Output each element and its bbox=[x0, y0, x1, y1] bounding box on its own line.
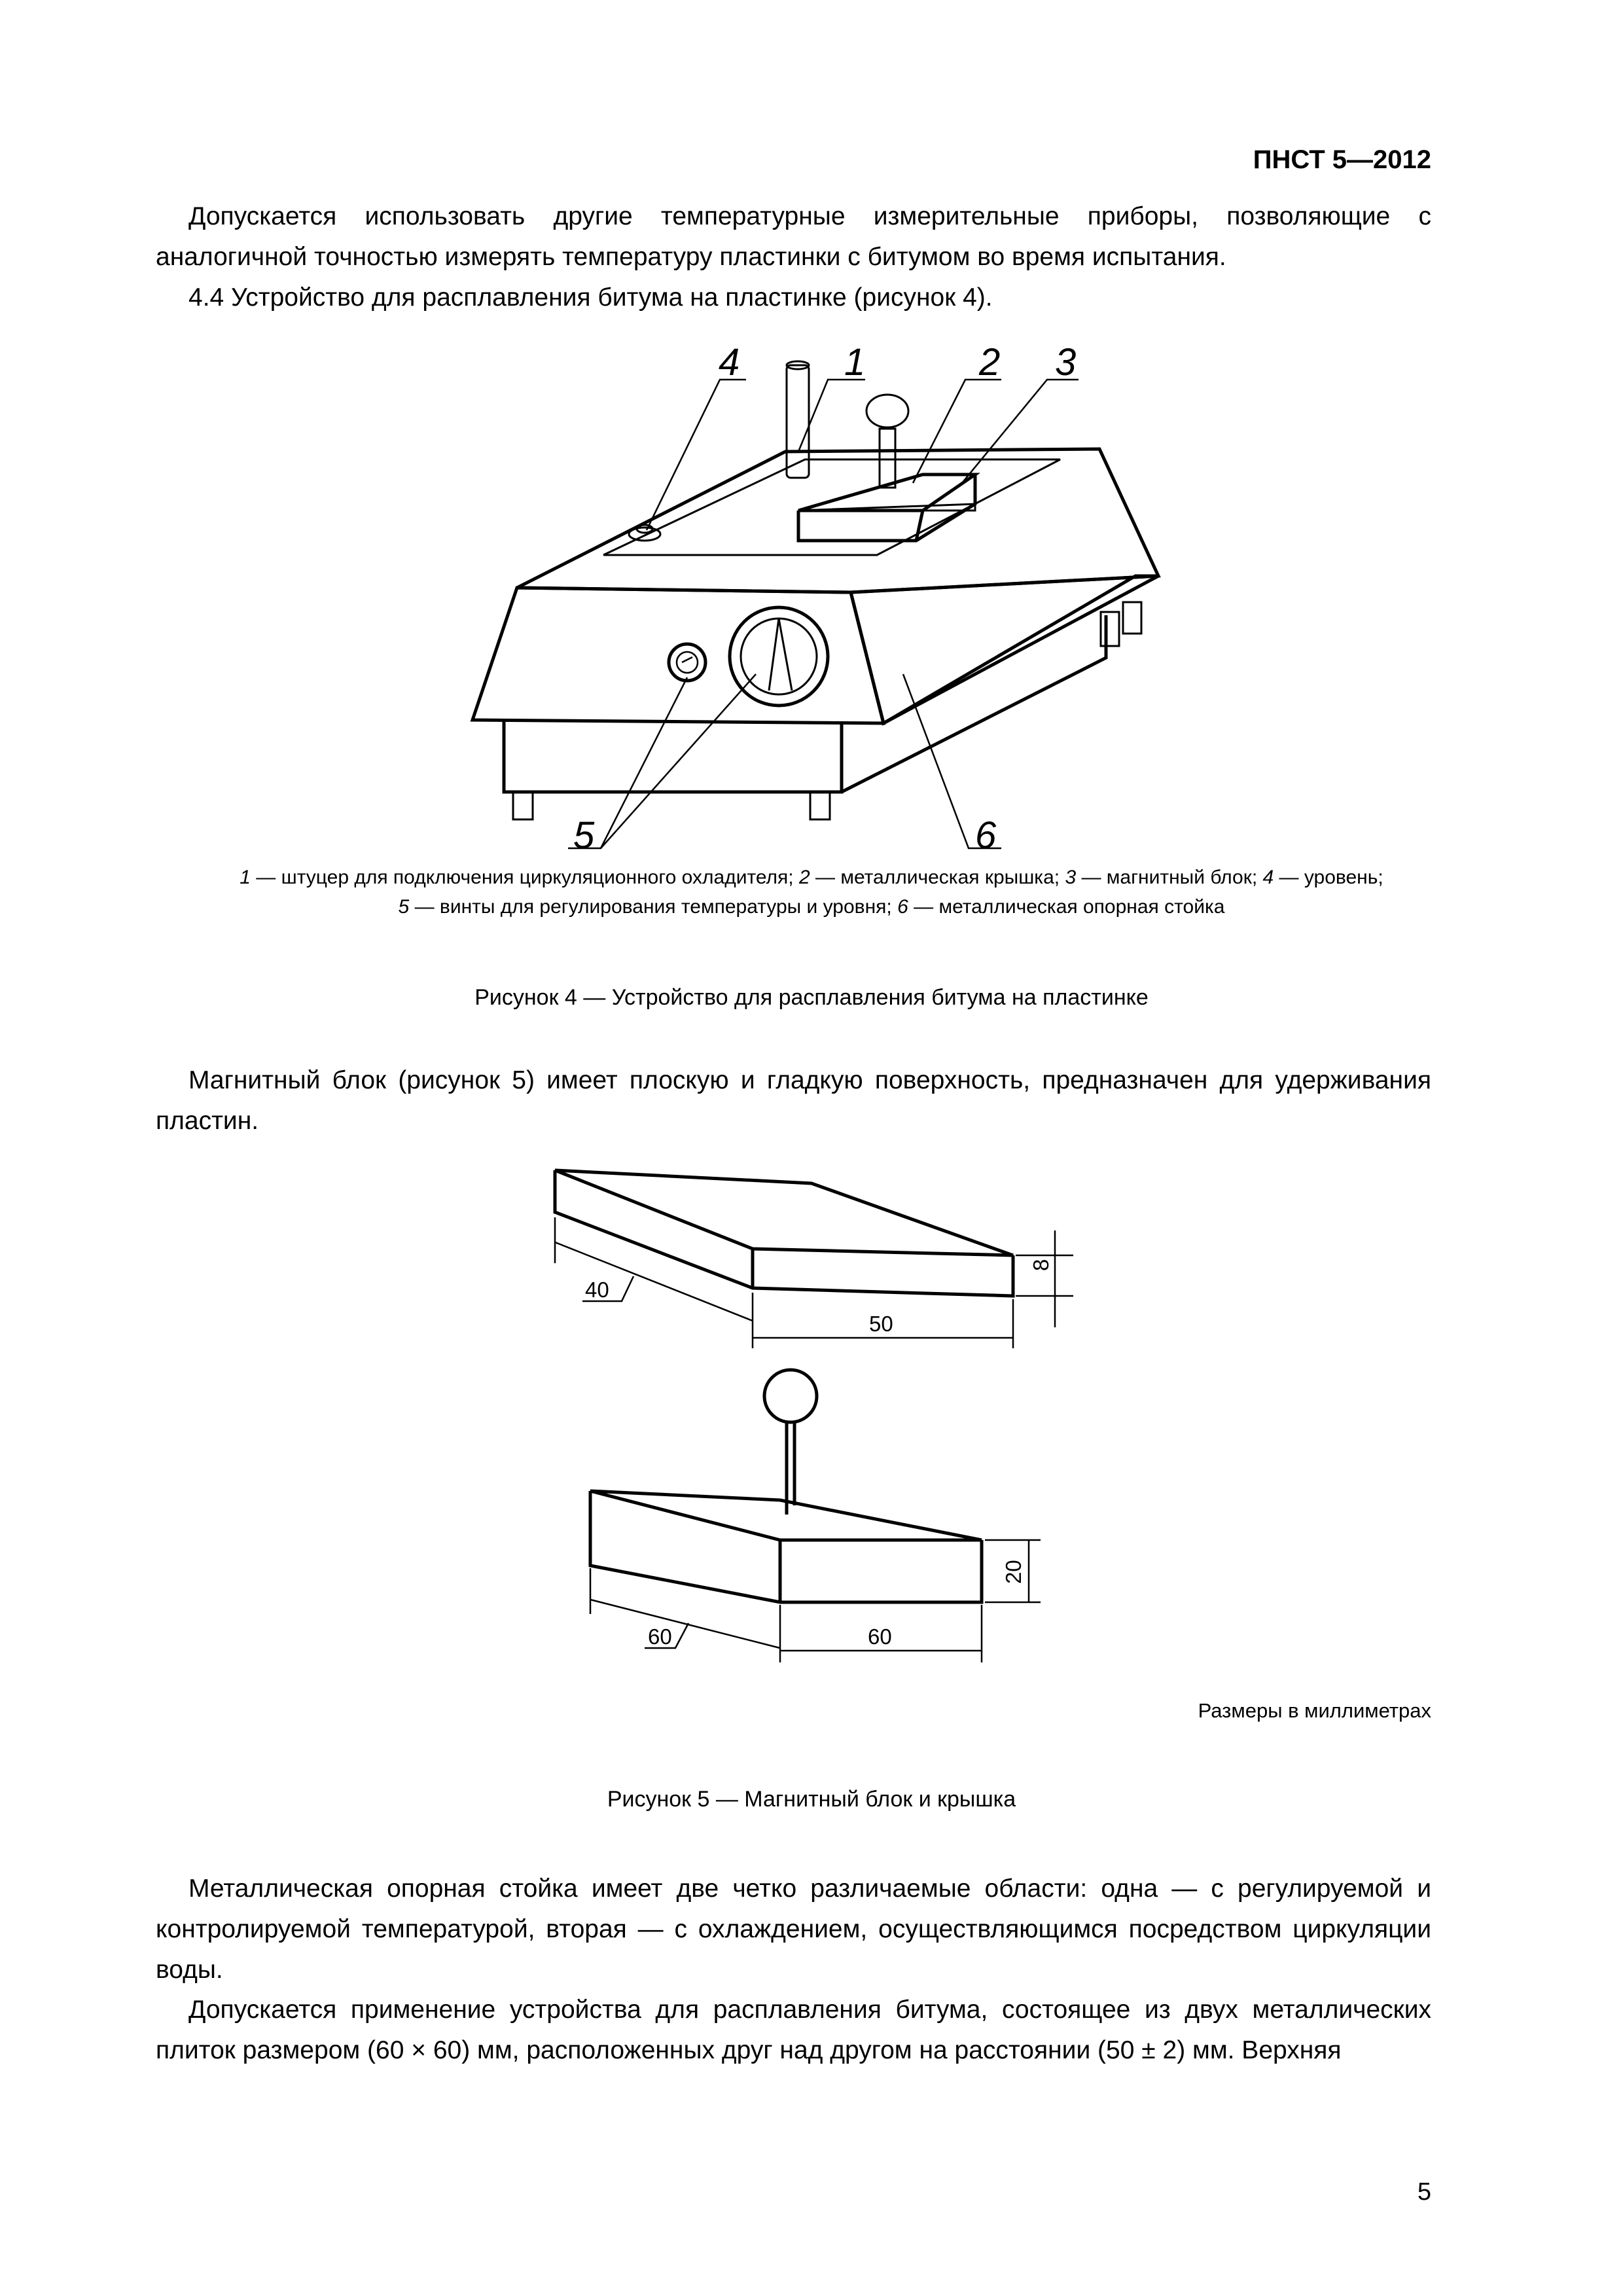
paragraph-temperature-instruments: Допускается использовать другие температурные измерительные приборы, позволяющие с аналогичной точностью измерять температуру пластинки с битумом во время испытания. bbox=[156, 202, 1431, 271]
leader-line-2 bbox=[913, 380, 1001, 483]
paragraph-magnetic-block: Магнитный блок (рисунок 5) имеет плоскую и гладкую поверхность, предназначен для удерживания пластин. bbox=[156, 1066, 1431, 1135]
device-foot bbox=[810, 792, 830, 819]
dim-block-depth: 40 bbox=[585, 1278, 609, 1302]
block-top-face bbox=[555, 1170, 1013, 1255]
legend-line-2: 5 — винты для регулирования температуры и уровня; 6 — металлическая опорная стойка bbox=[398, 896, 1225, 918]
device-foot bbox=[1123, 602, 1141, 634]
paragraph-support-stand: Металлическая опорная стойка имеет две четко различаемые области: одна — с регулируемой и контролируемой температурой, вторая — с охлаждением, осуществляющимся посредством циркуляции воды. bbox=[156, 1874, 1431, 1984]
leader-line-4 bbox=[647, 380, 746, 530]
level-indicator bbox=[629, 528, 660, 541]
callout-label-1: 1 bbox=[844, 341, 866, 384]
block-handle-stem bbox=[880, 429, 895, 488]
dim-line-cover-depth bbox=[590, 1600, 780, 1648]
figure-4-caption: Рисунок 4 — Устройство для расплавления битума на пластинке bbox=[474, 985, 1149, 1010]
device-base-side bbox=[842, 615, 1106, 792]
legend-line-1: 1 — штуцер для подключения циркуляционного охладителя; 2 — металлическая крышка; 3 — магнитный блок; 4 — уровень; bbox=[240, 867, 1383, 888]
leader-line-3 bbox=[959, 380, 1079, 487]
callout-label-3: 3 bbox=[1055, 341, 1077, 384]
dim-block-height: 8 bbox=[1029, 1259, 1053, 1271]
figure-5-magnetic-block-drawing bbox=[0, 1152, 1623, 1662]
dim-block-width: 50 bbox=[869, 1312, 893, 1336]
dim-cover-height: 20 bbox=[1001, 1560, 1026, 1584]
leader-line-5b bbox=[601, 674, 756, 848]
figure-4-legend bbox=[131, 863, 1492, 922]
dim-cover-depth: 60 bbox=[648, 1624, 672, 1649]
figure-4-melting-device-drawing bbox=[0, 327, 1623, 870]
cover-handle-knob bbox=[764, 1370, 817, 1422]
block-handle-knob bbox=[866, 395, 908, 427]
device-right-face bbox=[851, 576, 1158, 723]
callout-label-5: 5 bbox=[573, 814, 595, 857]
figure-5-caption: Рисунок 5 — Магнитный блок и крышка bbox=[607, 1787, 1016, 1812]
dimensions-units-note: Размеры в миллиметрах bbox=[1198, 1699, 1431, 1722]
block-side-faces bbox=[555, 1170, 1013, 1296]
paragraph-section-4-4: 4.4 Устройство для расплавления битума на пластинке (рисунок 4). bbox=[188, 283, 993, 312]
page-number: 5 bbox=[1417, 2178, 1431, 2206]
cooler-fitting-tube bbox=[787, 365, 809, 478]
small-adjust-screw bbox=[669, 644, 705, 681]
dim-cover-width: 60 bbox=[868, 1624, 892, 1649]
device-base-front bbox=[504, 721, 842, 792]
device-front-face bbox=[473, 588, 883, 723]
document-id-header: ПНСТ 5—2012 bbox=[1253, 145, 1431, 174]
callout-label-2: 2 bbox=[979, 341, 1001, 384]
callout-label-6: 6 bbox=[975, 814, 997, 857]
callout-label-4: 4 bbox=[719, 341, 740, 384]
device-top-panel bbox=[517, 449, 1158, 592]
device-foot bbox=[513, 792, 533, 819]
paragraph-alternative-device: Допускается применение устройства для расплавления битума, состоящее из двух металлических плиток размером (60 × 60) мм, расположенных друг над другом на расстоянии (50 ± 2) мм. Верхняя bbox=[156, 1996, 1431, 2064]
device-foot bbox=[1101, 612, 1119, 646]
